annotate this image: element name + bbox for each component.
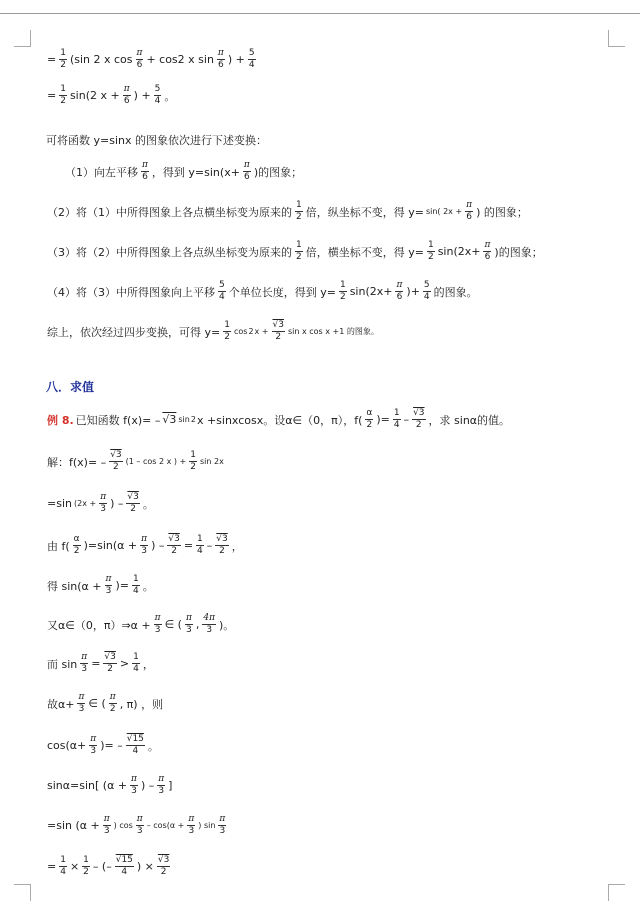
text: )+ bbox=[406, 285, 420, 298]
denominator: 3 bbox=[219, 826, 226, 836]
fraction bbox=[187, 814, 195, 837]
fraction bbox=[109, 692, 117, 715]
text: )的图象； bbox=[253, 165, 303, 179]
heading-text: 八．求值 bbox=[46, 380, 95, 394]
numerator: π bbox=[105, 574, 112, 584]
numerator: 1 bbox=[60, 48, 66, 58]
denominator: 4 bbox=[60, 867, 66, 877]
text: sin x cos x +1 的图象。 bbox=[287, 327, 379, 336]
solution-line-7 bbox=[46, 692, 164, 715]
numerator: π bbox=[136, 814, 143, 824]
section-heading bbox=[46, 378, 94, 395]
text: = bbox=[183, 539, 194, 552]
numerator: √3 bbox=[168, 534, 180, 544]
numerator: π bbox=[103, 814, 110, 824]
text: – cos(α + bbox=[146, 821, 185, 830]
text: = bbox=[47, 53, 57, 66]
text: = bbox=[47, 89, 57, 102]
text: 已知函数 f(x)= – bbox=[75, 413, 161, 427]
numerator: π bbox=[136, 48, 143, 58]
numerator: 5 bbox=[154, 84, 161, 94]
numerator: 1 bbox=[60, 855, 66, 865]
numerator: π bbox=[158, 774, 165, 784]
fraction bbox=[185, 613, 193, 636]
text: 得 sin(α + bbox=[47, 579, 102, 593]
numerator: 1 bbox=[190, 450, 196, 460]
fraction bbox=[295, 240, 303, 263]
denominator: 3 bbox=[105, 586, 112, 596]
numerator: π bbox=[219, 814, 226, 824]
denominator: 4 bbox=[121, 867, 128, 877]
solution-line-8 bbox=[46, 734, 160, 757]
denominator: 6 bbox=[218, 60, 224, 70]
numerator: 5 bbox=[423, 280, 430, 290]
denominator: 3 bbox=[141, 546, 147, 556]
numerator: π bbox=[154, 613, 161, 623]
numerator: √3 bbox=[413, 408, 425, 418]
text: =sin bbox=[47, 497, 72, 510]
denominator: 2 bbox=[60, 60, 66, 70]
denominator: 2 bbox=[296, 252, 302, 262]
fraction bbox=[109, 450, 122, 473]
superscript: 2 bbox=[248, 327, 254, 336]
fraction bbox=[423, 280, 431, 303]
text: – bbox=[403, 413, 410, 426]
denominator: 3 bbox=[81, 664, 88, 674]
fraction bbox=[272, 320, 285, 343]
text: sin(2x+ bbox=[349, 285, 393, 298]
numerator: 1 bbox=[132, 574, 139, 584]
fraction bbox=[115, 855, 134, 878]
sqrt-term: √3 bbox=[162, 413, 177, 426]
fraction bbox=[59, 855, 67, 878]
denominator: 2 bbox=[107, 664, 113, 674]
text: ) + bbox=[133, 89, 151, 102]
fraction bbox=[154, 613, 162, 636]
text: ，得到 y=sin(x+ bbox=[151, 165, 240, 179]
text: × bbox=[69, 860, 80, 873]
text: ) + bbox=[227, 53, 245, 66]
fraction bbox=[202, 613, 216, 636]
numerator: π bbox=[188, 814, 195, 824]
denominator: 6 bbox=[142, 172, 148, 182]
numerator: 1 bbox=[197, 534, 203, 544]
denominator: 6 bbox=[136, 60, 143, 70]
solution-line-1 bbox=[46, 450, 225, 473]
header-rule bbox=[0, 13, 640, 14]
fraction bbox=[218, 280, 226, 303]
text: (sin 2 x cos bbox=[69, 53, 133, 66]
text: ) sin bbox=[198, 821, 216, 830]
text: ∈ ( bbox=[164, 618, 182, 631]
text: ∈ ( bbox=[88, 697, 106, 710]
fraction bbox=[157, 774, 165, 797]
text: ) – bbox=[151, 539, 165, 552]
text: 故α+ bbox=[47, 697, 75, 711]
fraction bbox=[154, 84, 162, 107]
text: sin bbox=[178, 415, 190, 424]
fraction bbox=[136, 48, 144, 71]
fraction bbox=[141, 160, 149, 183]
equation-line-2 bbox=[46, 84, 176, 107]
numerator: π bbox=[142, 160, 148, 170]
denominator: 3 bbox=[188, 826, 195, 836]
text: )= bbox=[115, 579, 129, 592]
numerator: π bbox=[81, 652, 88, 662]
numerator: π bbox=[90, 734, 97, 744]
denominator: 2 bbox=[427, 252, 434, 262]
fraction bbox=[365, 408, 373, 431]
denominator: 4 bbox=[197, 546, 203, 556]
text: 倍，纵坐标不变，得 y= bbox=[305, 205, 424, 219]
denominator: 2 bbox=[415, 420, 422, 430]
fraction bbox=[126, 492, 139, 515]
denominator: 4 bbox=[132, 586, 139, 596]
text: ) 的图象； bbox=[476, 205, 528, 219]
denominator: 2 bbox=[275, 332, 282, 342]
text: （1）向左平移 bbox=[65, 165, 138, 179]
numerator: 1 bbox=[393, 408, 400, 418]
fraction bbox=[123, 84, 131, 107]
text: ) × bbox=[136, 860, 154, 873]
text: 个单位长度，得到 y= bbox=[228, 285, 336, 299]
text: 倍，横坐标不变，得 y= bbox=[305, 245, 424, 259]
text: )。 bbox=[219, 618, 235, 632]
step-1 bbox=[64, 160, 303, 183]
denominator: 6 bbox=[244, 172, 250, 182]
denominator: 3 bbox=[103, 826, 110, 836]
denominator: 2 bbox=[296, 212, 302, 222]
text: cos(α+ bbox=[47, 739, 87, 752]
denominator: 3 bbox=[78, 704, 85, 714]
numerator: π bbox=[185, 613, 192, 623]
fraction bbox=[243, 160, 251, 183]
paragraph-transform-intro bbox=[46, 132, 267, 148]
denominator: 3 bbox=[154, 625, 161, 635]
text: （4）将（3）中所得图象向上平移 bbox=[47, 285, 215, 299]
numerator: π bbox=[78, 692, 85, 702]
fraction bbox=[89, 734, 97, 757]
text: 。 bbox=[142, 497, 154, 511]
text: cos bbox=[233, 327, 248, 336]
text: 。 bbox=[142, 579, 154, 593]
fraction bbox=[59, 84, 67, 107]
fraction bbox=[105, 574, 113, 597]
text: sin( 2x + bbox=[425, 207, 463, 216]
numerator: π bbox=[466, 200, 473, 210]
fraction bbox=[140, 534, 148, 557]
denominator: 3 bbox=[136, 826, 143, 836]
fraction bbox=[136, 814, 144, 837]
denominator: 6 bbox=[123, 96, 130, 106]
fraction bbox=[218, 814, 226, 837]
denominator: 2 bbox=[171, 546, 177, 556]
numerator: 5 bbox=[219, 280, 225, 290]
fraction bbox=[80, 652, 88, 675]
solution-line-2 bbox=[46, 492, 155, 515]
denominator: 4 bbox=[393, 420, 400, 430]
denominator: 6 bbox=[484, 252, 491, 262]
solution-line-9 bbox=[46, 774, 173, 797]
text: )=sin(α + bbox=[83, 539, 138, 552]
text: = bbox=[91, 657, 101, 670]
fraction bbox=[167, 534, 180, 557]
fraction bbox=[412, 408, 425, 431]
numerator: 1 bbox=[427, 240, 434, 250]
denominator: 6 bbox=[396, 292, 403, 302]
denominator: 6 bbox=[466, 212, 472, 222]
denominator: 2 bbox=[224, 332, 230, 342]
fraction bbox=[132, 574, 140, 597]
solution-line-10 bbox=[46, 814, 228, 837]
fraction bbox=[393, 408, 401, 431]
numerator: 5 bbox=[248, 48, 255, 58]
text: （3）将（2）中所得图象上各点纵坐标变为原来的 bbox=[47, 245, 292, 259]
text: 综上，依次经过四步变换，可得 y= bbox=[47, 325, 221, 339]
numerator: α bbox=[366, 408, 373, 418]
text: > bbox=[119, 657, 130, 670]
text: (1 – cos 2 x ) + bbox=[125, 457, 187, 466]
denominator: 2 bbox=[109, 704, 116, 714]
numerator: π bbox=[484, 240, 491, 250]
numerator: 1 bbox=[296, 200, 302, 210]
text: ，求 sinα的值。 bbox=[428, 413, 511, 427]
text: (2x + bbox=[73, 499, 97, 508]
numerator: √3 bbox=[216, 534, 228, 544]
numerator: √3 bbox=[110, 450, 122, 460]
fraction bbox=[130, 774, 138, 797]
fraction bbox=[196, 534, 204, 557]
text: sinα=sin[ (α + bbox=[47, 779, 128, 792]
numerator: α bbox=[73, 534, 80, 544]
text: – (– bbox=[92, 860, 112, 873]
denominator: 2 bbox=[60, 96, 66, 106]
solution-line-5 bbox=[46, 613, 235, 636]
fraction bbox=[77, 692, 85, 715]
text: ， bbox=[142, 657, 154, 671]
solution-line-4 bbox=[46, 574, 155, 597]
numerator: 1 bbox=[83, 855, 89, 865]
superscript: 2 bbox=[190, 415, 196, 424]
text: 解：f(x)= – bbox=[47, 455, 107, 469]
solution-line-3 bbox=[46, 534, 244, 557]
text: 的图象。 bbox=[433, 285, 478, 299]
denominator: 2 bbox=[113, 462, 119, 472]
denominator: 2 bbox=[83, 867, 89, 877]
text: – bbox=[206, 539, 213, 552]
fraction bbox=[465, 200, 473, 223]
numerator: 1 bbox=[339, 280, 346, 290]
denominator: 2 bbox=[219, 546, 225, 556]
fraction bbox=[59, 48, 67, 71]
fraction bbox=[73, 534, 81, 557]
numerator: √15 bbox=[126, 734, 144, 744]
fraction bbox=[189, 450, 197, 473]
numerator: 1 bbox=[296, 240, 302, 250]
denominator: 3 bbox=[186, 625, 192, 635]
numerator: 4π bbox=[203, 613, 216, 623]
fraction bbox=[483, 240, 491, 263]
denominator: 2 bbox=[366, 420, 373, 430]
text: )= bbox=[376, 413, 390, 426]
crop-mark-top-left bbox=[14, 30, 31, 47]
numerator: 1 bbox=[133, 652, 139, 662]
text: sin(2 x + bbox=[69, 89, 120, 102]
denominator: 4 bbox=[423, 292, 430, 302]
text: sin 2x bbox=[199, 457, 224, 466]
text: 。 bbox=[164, 89, 176, 103]
denominator: 3 bbox=[131, 786, 137, 796]
step-4 bbox=[46, 280, 479, 303]
numerator: 1 bbox=[224, 320, 230, 330]
text: x + bbox=[254, 327, 269, 336]
numerator: π bbox=[131, 774, 137, 784]
denominator: 2 bbox=[190, 462, 196, 472]
numerator: π bbox=[396, 280, 403, 290]
denominator: 2 bbox=[160, 867, 167, 877]
solution-line-11 bbox=[46, 855, 172, 878]
solution-line-6 bbox=[46, 652, 155, 675]
fraction bbox=[132, 652, 140, 675]
fraction bbox=[295, 200, 303, 223]
fraction bbox=[339, 280, 347, 303]
numerator: √3 bbox=[104, 652, 116, 662]
text: x +sinxcosx。设α∈（0，π），f( bbox=[196, 413, 363, 427]
text: sin(2x+ bbox=[437, 245, 481, 258]
text: 而 sin bbox=[47, 657, 78, 671]
denominator: 2 bbox=[339, 292, 346, 302]
text: )的图象； bbox=[494, 245, 543, 259]
numerator: π bbox=[100, 492, 107, 502]
denominator: 3 bbox=[100, 504, 107, 514]
fraction bbox=[427, 240, 435, 263]
text: （2）将（1）中所得图象上各点横坐标变为原来的 bbox=[47, 205, 292, 219]
denominator: 4 bbox=[154, 96, 161, 106]
text: =sin (α + bbox=[47, 819, 100, 832]
text: , bbox=[195, 618, 200, 631]
numerator: π bbox=[141, 534, 148, 544]
text: ) cos bbox=[113, 821, 133, 830]
denominator: 2 bbox=[73, 546, 80, 556]
numerator: √3 bbox=[157, 855, 170, 865]
denominator: 3 bbox=[206, 625, 213, 635]
text: , π) ，则 bbox=[119, 697, 164, 711]
fraction bbox=[223, 320, 231, 343]
denominator: 3 bbox=[90, 746, 97, 756]
step-2 bbox=[46, 200, 529, 223]
text: ] bbox=[168, 779, 173, 792]
text: = bbox=[47, 860, 57, 873]
text: 。 bbox=[147, 739, 159, 753]
text: + cos2 x sin bbox=[146, 53, 214, 66]
denominator: 4 bbox=[133, 664, 139, 674]
numerator: √15 bbox=[115, 855, 133, 865]
fraction bbox=[395, 280, 403, 303]
example-8-problem bbox=[46, 408, 511, 431]
fraction bbox=[157, 855, 170, 878]
crop-mark-bottom-right bbox=[608, 884, 625, 901]
numerator: 1 bbox=[60, 84, 66, 94]
numerator: √3 bbox=[127, 492, 139, 502]
fraction bbox=[126, 734, 145, 757]
step-3 bbox=[46, 240, 544, 263]
denominator: 3 bbox=[158, 786, 165, 796]
equation-line-1 bbox=[46, 48, 258, 71]
text: ， bbox=[231, 539, 243, 553]
denominator: 4 bbox=[248, 60, 255, 70]
denominator: 4 bbox=[132, 746, 139, 756]
example-label: 例 8. bbox=[47, 413, 74, 427]
text: ) – bbox=[140, 779, 155, 792]
numerator: π bbox=[109, 692, 116, 702]
fraction bbox=[215, 534, 228, 557]
denominator: 4 bbox=[219, 292, 225, 302]
text: ) – bbox=[110, 497, 124, 510]
fraction bbox=[99, 492, 107, 515]
text: 可将函数 y=sinx 的图象依次进行下述变换： bbox=[46, 134, 267, 147]
numerator: π bbox=[217, 48, 224, 58]
fraction bbox=[103, 652, 116, 675]
text: 又α∈（0，π）⇒α + bbox=[47, 618, 151, 632]
denominator: 2 bbox=[130, 504, 136, 514]
text: 由 f( bbox=[47, 539, 70, 553]
crop-mark-bottom-left bbox=[14, 884, 31, 901]
summary-line bbox=[46, 320, 380, 343]
fraction bbox=[103, 814, 111, 837]
fraction bbox=[217, 48, 225, 71]
fraction bbox=[82, 855, 90, 878]
numerator: √3 bbox=[272, 320, 284, 330]
numerator: π bbox=[123, 84, 130, 94]
text: )= – bbox=[100, 739, 123, 752]
numerator: π bbox=[243, 160, 250, 170]
crop-mark-top-right bbox=[608, 30, 625, 47]
fraction bbox=[248, 48, 256, 71]
